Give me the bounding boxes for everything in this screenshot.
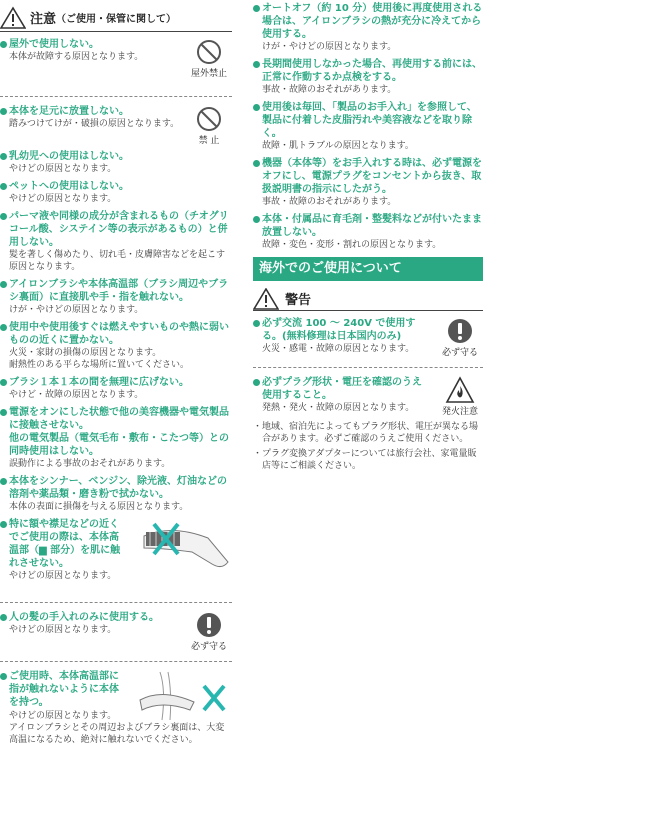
item-heading: ご使用時、本体高温部に指が触れないように本体を持つ。 [0, 670, 122, 709]
caution-item [0, 278, 232, 316]
item-body: 事故・故障のおそれがあります。 [262, 85, 397, 95]
must-observe-symbol [186, 611, 232, 653]
item-heading: 屋外で使用しない。 [0, 38, 182, 51]
item-body: 故障・変色・変形・割れの原因となります。 [262, 240, 442, 250]
caution-item [0, 518, 232, 596]
item-heading: 使用後は毎回、「製品のお手入れ」を参照して、製品に付着した皮脂汚れや美容液などを取り除く。 [253, 101, 483, 140]
caution-item [0, 611, 232, 655]
item-heading: アイロンブラシや本体高温部（ブラシ周辺やブラシ裏面）に直接肌や手・指を触れない。 [0, 278, 232, 304]
warning-item [253, 317, 483, 361]
divider [0, 602, 232, 603]
item-heading: 人の髪の手入れのみに使用する。 [0, 611, 182, 624]
left-column [0, 0, 232, 751]
item-body: 故障・肌トラブルの原因となります。 [262, 141, 414, 151]
item-heading: 使用中や使用後すぐは燃えやすいものや熱に弱いものの近くに置かない。 [0, 321, 232, 347]
symbol-label: 必ず守る [190, 642, 227, 652]
caution-icon [0, 6, 26, 30]
divider [253, 367, 483, 368]
item-body: けが・やけどの原因となります。 [262, 42, 397, 52]
item-body: 本体が故障する原因となります。 [9, 52, 144, 62]
caution-item [0, 180, 232, 205]
caution-item [0, 105, 232, 145]
must-observe-symbol [437, 317, 483, 359]
item-body: 事故・故障のおそれがあります。 [262, 197, 397, 207]
caution-item-body [0, 710, 232, 746]
item-heading: 本体をシンナー、ベンジン、除光液、灯油などの溶剤や薬品類・磨き粉で拭かない。 [0, 475, 232, 501]
caution-item [0, 210, 232, 273]
item-heading: 本体・付属品に育毛剤・整髪料などが付いたまま放置しない。 [253, 213, 483, 239]
caution-item [253, 213, 483, 251]
right-column [253, 0, 483, 472]
caution-item [253, 58, 483, 96]
caution-item [0, 376, 232, 401]
warning-item [253, 376, 483, 416]
item-body: 発熱・発火・故障の原因となります。 [262, 403, 415, 413]
item-body: 火災・家財の損傷の原因となります。 耐熱性のある平らな場所に置いてください。 [9, 348, 190, 370]
item-body: 誤動作による事故のおそれがあります。 [9, 459, 171, 469]
item-heading: ペットへの使用はしない。 [0, 180, 232, 193]
caution-subtitle: （ご使用・保管に関して） [56, 14, 177, 25]
caution-item [253, 2, 483, 53]
caution-item [0, 406, 232, 470]
item-body: やけどの原因となります。 アイロンブラシとその周辺およびブラシ裏面は、大変高温になるため、絶対に触れないでください。 [9, 711, 225, 745]
item-body: やけど・故障の原因となります。 [9, 390, 144, 400]
prohibit-icon [195, 105, 223, 133]
fire-caution-symbol [437, 376, 483, 418]
caution-header [0, 4, 232, 32]
item-body: 髪を著しく傷めたり、切れ毛・皮膚障害などを起こす原因となります。 [9, 250, 226, 272]
hair-brush-illustration [132, 518, 232, 576]
item-heading: 乳幼児への使用はしない。 [0, 150, 232, 163]
overseas-section-title: 海外でのご使用について [253, 257, 483, 281]
prohibit-icon [195, 38, 223, 66]
item-body: 火災・感電・故障の原因となります。 [262, 344, 415, 354]
item-heading: 機器（本体等）をお手入れする時は、必ず電源をオフにし、電源プラグをコンセントから抜き、取扱説明書の指示にしたがう。 [253, 157, 483, 196]
warning-header [253, 287, 483, 311]
note-item: ・ 地域、宿泊先によってもプラグ形状、電圧が異なる場合があります。必ずご確認のうえご使用ください。 [253, 421, 483, 445]
divider [0, 96, 232, 97]
caution-item [253, 101, 483, 152]
item-heading: ブラシ１本１本の間を無理に広げない。 [0, 376, 232, 389]
item-body: 本体の表面に損傷を与える原因となります。 [9, 502, 189, 512]
caution-item [0, 321, 232, 371]
item-body: やけどの原因となります。 [9, 194, 117, 204]
caution-item [0, 38, 232, 90]
note-item: ・ プラグ変換アダプターについては旅行会社、家電量販店等にご相談ください。 [253, 448, 483, 472]
item-heading: 電源をオンにした状態で他の美容機器や電気製品に接触させない。 他の電気製品（電気毛布・敷布・こたつ等）との同時使用はしない。 [0, 406, 232, 458]
item-heading: 特に額や襟足などの近くでご使用の際は、本体高温部（▆ 部分）を肌に触れさせない。 [0, 518, 122, 570]
item-heading: 必ず交流 100 ～ 240V で使用する。(無料修理は日本国内のみ) [253, 317, 431, 343]
symbol-label: 屋外禁止 [190, 69, 227, 79]
item-heading: 本体を足元に放置しない。 [0, 105, 182, 118]
symbol-label: 必ず守る [441, 348, 478, 358]
caution-item [0, 670, 232, 709]
item-heading: 長期間使用しなかった場合、再使用する前には、正常に作動するか点検をする。 [253, 58, 483, 84]
item-heading: パーマ液や同様の成分が含まれるもの（チオグリコール酸、システイン等の表示があるもの）と併用しない。 [0, 210, 232, 249]
caution-item [0, 475, 232, 513]
caution-item [253, 157, 483, 208]
item-body: やけどの原因となります。 [9, 625, 117, 635]
prohibited-symbol [186, 105, 232, 147]
item-body: やけどの原因となります。 [9, 164, 117, 174]
exclamation-icon [446, 317, 474, 345]
caution-title: 注意 [30, 12, 57, 27]
item-body: けが・やけどの原因となります。 [9, 305, 144, 315]
divider [0, 661, 232, 662]
item-body: 踏みつけてけが・破損の原因となります。 [9, 119, 180, 129]
caution-item [0, 150, 232, 175]
exclamation-icon [195, 611, 223, 639]
item-heading: オートオフ（約 10 分）使用後に再度使用される場合は、アイロンブラシの熱が充分に冷えてから使用する。 [253, 2, 483, 41]
item-heading: 必ずプラグ形状・電圧を確認のうえ使用すること。 [253, 376, 431, 402]
warning-icon [253, 288, 279, 310]
symbol-label: 発火注意 [441, 407, 478, 417]
item-body: やけどの原因となります。 [9, 571, 117, 581]
fire-icon [445, 376, 475, 404]
outdoor-prohibited-symbol [186, 38, 232, 80]
symbol-label: 禁 止 [198, 136, 220, 146]
warning-title: 警告 [285, 293, 312, 308]
